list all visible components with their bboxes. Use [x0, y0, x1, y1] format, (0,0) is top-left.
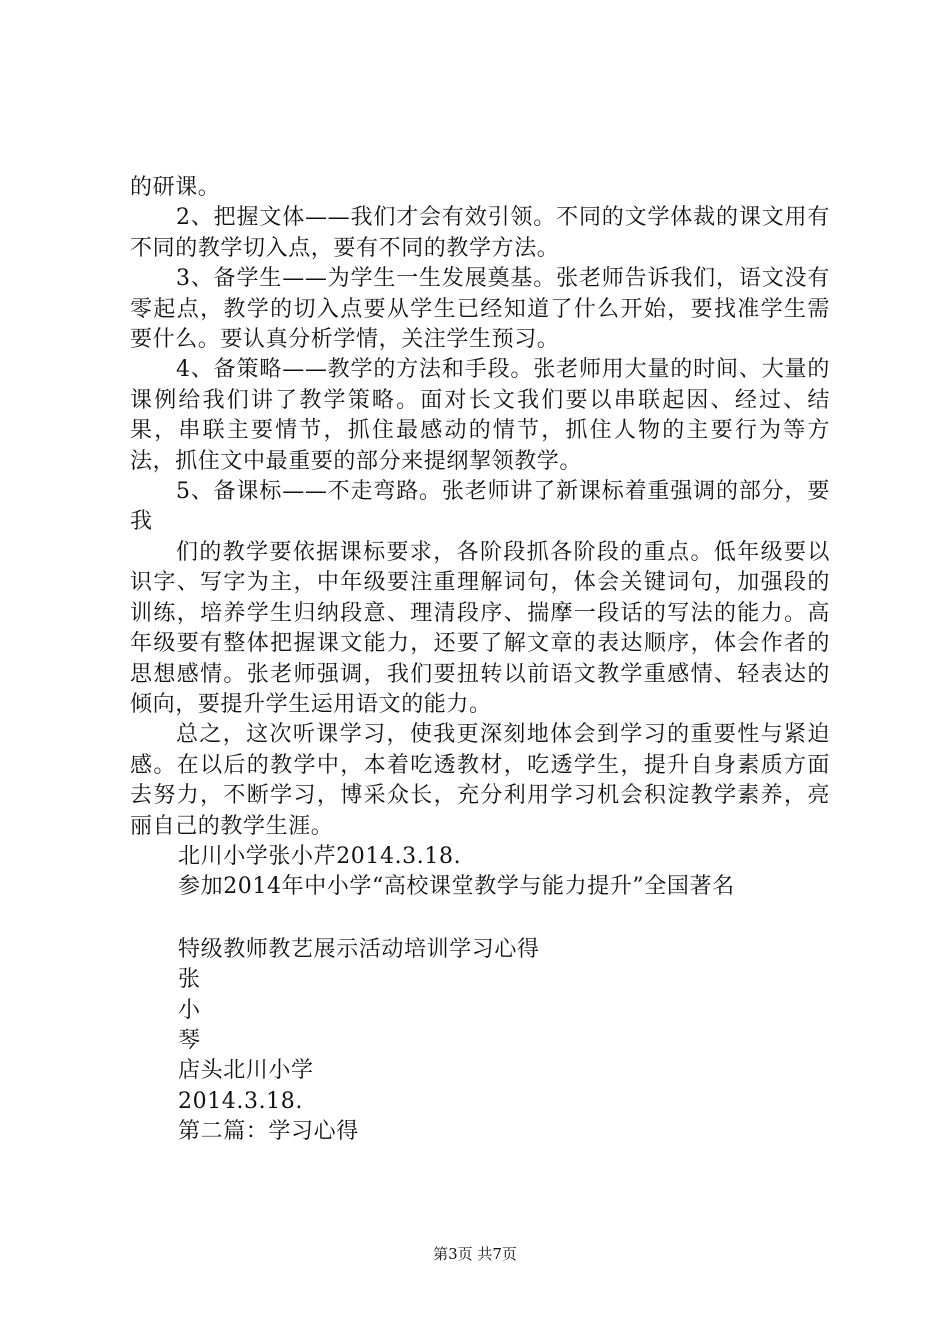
- author-name-char-2: 小: [178, 997, 201, 1023]
- paragraph-strategy: 4、备策略——教学的方法和手段。张老师用大量的时间、大量的课例给我们讲了教学策略。面对长文我们要以串联起因、经过、结果，串联主要情节，抓住最感动的情节，抓住人物的主要行为等方法，抓住文中最重要的部分来提纲挈领教学。: [130, 357, 830, 474]
- author-name-char-3: 琴: [178, 1027, 201, 1053]
- paragraph-genre: 2、把握文体——我们才会有效引领。不同的文学体裁的课文用有不同的教学切入点，要有不同的教学方法。: [130, 205, 830, 261]
- paragraph-continuation: 的研课。: [130, 175, 221, 200]
- author-name-char-1: 张: [178, 967, 201, 993]
- section-heading: 第二篇：学习心得: [178, 1119, 359, 1145]
- paragraph-students: 3、备学生——为学生一生发展奠基。张老师告诉我们，语文没有零起点，教学的切入点要从学生已经知道了什么开始，要找准学生需要什么。要认真分析学情，关注学生预习。: [130, 266, 830, 353]
- next-article-title-line-2: 特级教师教艺展示活动培训学习心得: [178, 936, 540, 962]
- signature-line: 北川小学张小芹2014.3.18.: [178, 843, 462, 869]
- page-indicator: 第3页 共7页: [433, 1245, 517, 1263]
- page-footer: [0, 1243, 950, 1264]
- paragraph-curriculum-continued: 们的教学要依据课标要求，各阶段抓各阶段的重点。低年级要以识字、写字为主，中年级要注重理解词句，体会关键词句，加强段的训练，培养学生归纳段意、理清段序、揣摩一段话的写法的能力。高年级要有整体把握课文能力，还要了解文章的表达顺序，体会作者的思想感情。张老师强调，我们要扭转以前语文教学重感情、轻表达的倾向，要提升学生运用语文的能力。: [130, 539, 830, 717]
- date-line: 2014.3.18.: [178, 1088, 303, 1114]
- blank-line: [130, 903, 830, 935]
- paragraph-conclusion: 总之，这次听课学习，使我更深刻地体会到学习的重要性与紧迫感。在以后的教学中，本着吃透教材，吃透学生，提升自身素质方面去努力，不断学习，博采众长，充分利用学习机会积淀教学素养，亮丽自己的教学生涯。: [130, 722, 830, 839]
- next-article-title-line-1: 参加2014年中小学“高校课堂教学与能力提升”全国著名: [178, 874, 735, 900]
- school-name: 店头北川小学: [178, 1058, 314, 1084]
- paragraph-curriculum: 5、备课标——不走弯路。张老师讲了新课标着重强调的部分，要我: [130, 479, 830, 535]
- document-body: [130, 173, 830, 1148]
